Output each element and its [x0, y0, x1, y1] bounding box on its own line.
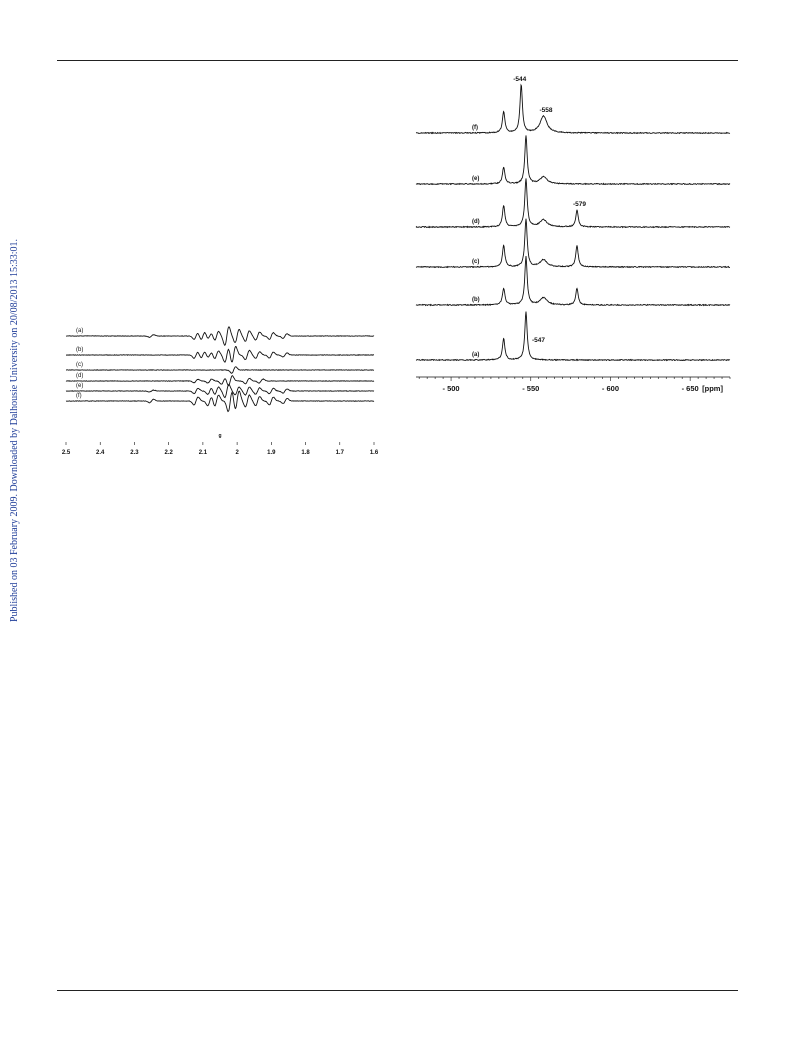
epr-x-tick-label: 1.6 — [369, 450, 379, 456]
epr-x-tick-label: 2.2 — [164, 450, 173, 456]
nmr-x-tick-label: - 500 — [442, 384, 460, 393]
epr-series-label: (a) — [76, 328, 84, 334]
epr-x-tick-label: 1.7 — [335, 450, 344, 456]
epr-x-tick-label: 2.3 — [130, 450, 139, 456]
epr-x-axis-label: g — [218, 433, 222, 439]
epr-series-line — [66, 384, 374, 397]
publication-side-note — [7, 210, 21, 622]
nmr-spectra-plot — [410, 72, 740, 402]
nmr-x-tick-label: - 600 — [601, 384, 620, 393]
epr-series-label: (f) — [76, 393, 82, 399]
nmr-series-line — [416, 312, 730, 361]
epr-series-line — [66, 367, 374, 374]
nmr-series-label: (c) — [472, 259, 480, 265]
nmr-series-line — [416, 135, 730, 184]
epr-series-label: (e) — [76, 383, 84, 389]
nmr-series-label: (d) — [472, 219, 480, 225]
nmr-x-tick-label: - 550 — [522, 384, 540, 393]
header-rule — [57, 60, 738, 61]
epr-series-label: (d) — [76, 373, 84, 379]
epr-spectra-chart — [56, 318, 386, 469]
nmr-peak-annotation: -558 — [539, 107, 553, 115]
epr-series-label: (c) — [76, 362, 83, 368]
epr-series-line — [66, 347, 374, 363]
nmr-peak-annotation: -544 — [513, 76, 527, 83]
nmr-spectra-chart — [410, 72, 740, 407]
nmr-series-label: (e) — [472, 176, 480, 182]
nmr-series-line — [416, 85, 730, 133]
side-note-text: Published on 03 February 2009. Downloaded by Dalhousie University on 20/08/2013 15:33:01. — [9, 238, 20, 622]
epr-series-line — [66, 376, 374, 386]
nmr-peak-annotation: -547 — [531, 337, 545, 344]
epr-series-line — [66, 327, 374, 345]
footer-rule — [57, 990, 738, 991]
epr-x-tick-label: 1.9 — [267, 450, 276, 456]
epr-x-tick-label: 2.1 — [198, 450, 208, 456]
nmr-x-tick-label: - 650 — [681, 384, 699, 393]
epr-spectra-plot — [56, 318, 386, 464]
epr-x-tick-label: 1.8 — [301, 450, 310, 456]
nmr-series-line — [416, 219, 730, 268]
epr-series-line — [66, 391, 374, 411]
nmr-series-label: (b) — [472, 297, 480, 303]
epr-x-tick-label: 2.4 — [96, 450, 105, 456]
nmr-x-axis-label: [ppm] — [702, 384, 723, 393]
nmr-series-label: (a) — [472, 352, 480, 358]
nmr-peak-annotation: -579 — [572, 201, 587, 209]
nmr-series-label: (f) — [472, 125, 478, 131]
epr-x-tick-label: 2.5 — [61, 450, 71, 456]
epr-x-tick-label: 2 — [235, 450, 239, 456]
epr-series-label: (b) — [76, 347, 84, 353]
